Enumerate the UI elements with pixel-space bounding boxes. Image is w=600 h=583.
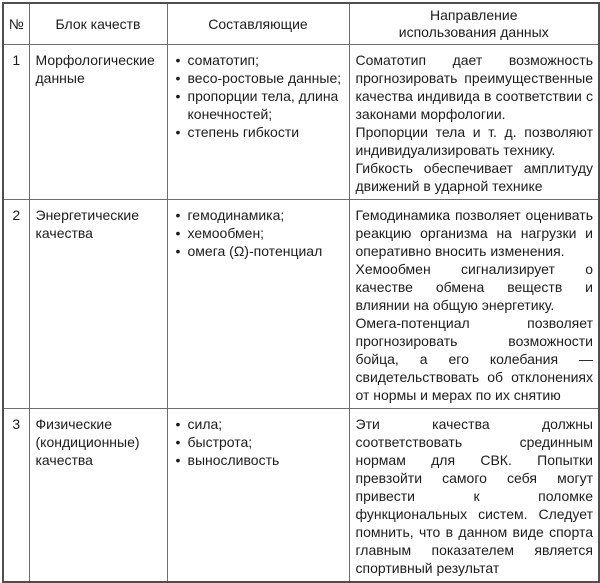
component-item: • соматотип; bbox=[174, 51, 344, 69]
header-num: № bbox=[3, 3, 29, 45]
header-components: Составляющие bbox=[167, 3, 349, 45]
components-cell bbox=[167, 409, 349, 583]
usage-paragraph: Омега-потенциал позволяет прогнозировать возможности бойца, а его колебания — свидетельствовать об отклонениях от нормы и мерах по их снятию bbox=[355, 315, 593, 403]
usage-paragraph: Соматотип дает возможность прогнозировать преимущественные качества индивида в соответствии с законами морфологии. bbox=[355, 52, 593, 122]
row-number-cell: 1 bbox=[3, 45, 29, 200]
table-row bbox=[3, 45, 599, 200]
usage-cell bbox=[349, 45, 599, 200]
usage-paragraph: Гибкость обеспечивает амплитуду движений в ударной технике bbox=[355, 160, 593, 194]
usage-paragraph: Пропорции тела и т. д. позволяют индивидуализировать технику. bbox=[355, 124, 593, 158]
component-item: • степень гибкости bbox=[174, 123, 344, 141]
header-usage-label: Направление использования данных bbox=[398, 7, 549, 40]
block-name-cell: Морфологические данные bbox=[29, 45, 167, 200]
block-name-cell: Физические (кондиционные) качества bbox=[29, 409, 167, 583]
row-number-cell: 3 bbox=[3, 409, 29, 583]
block-name-cell: Энергетические качества bbox=[29, 200, 167, 409]
component-item: • быстрота; bbox=[174, 433, 344, 451]
component-item: • выносливость bbox=[174, 451, 344, 469]
usage-paragraph: Эти качества должны соответствовать срединным нормам для СВК. Попытки превзойти самого себя могут привести к поломке функциональных систем. Следует помнить, что в данном виде спорта главным показателем является спортивный результат bbox=[355, 416, 593, 576]
component-item: • весо-ростовые данные; bbox=[174, 69, 344, 87]
table-row bbox=[3, 200, 599, 409]
components-cell bbox=[167, 45, 349, 200]
qualities-table bbox=[2, 2, 600, 583]
components-cell bbox=[167, 200, 349, 409]
usage-paragraph: Гемодинамика позволяет оценивать реакцию организма на нагрузки и оперативно вносить изменения. bbox=[355, 207, 593, 259]
header-row bbox=[3, 3, 599, 45]
component-item: • хемообмен; bbox=[174, 224, 344, 242]
component-item: • омега (Ω)-потенциал bbox=[174, 242, 344, 260]
header-usage bbox=[349, 3, 599, 45]
component-item: • пропорции тела, длина конечностей; bbox=[174, 87, 344, 123]
component-item: • сила; bbox=[174, 415, 344, 433]
row-number-cell: 2 bbox=[3, 200, 29, 409]
usage-cell bbox=[349, 409, 599, 583]
header-block: Блок качеств bbox=[29, 3, 167, 45]
table-row bbox=[3, 409, 599, 583]
component-item: • гемодинамика; bbox=[174, 206, 344, 224]
usage-cell bbox=[349, 200, 599, 409]
usage-paragraph: Хемообмен сигнализирует о качестве обмена веществ и влиянии на общую энергетику. bbox=[355, 261, 593, 313]
